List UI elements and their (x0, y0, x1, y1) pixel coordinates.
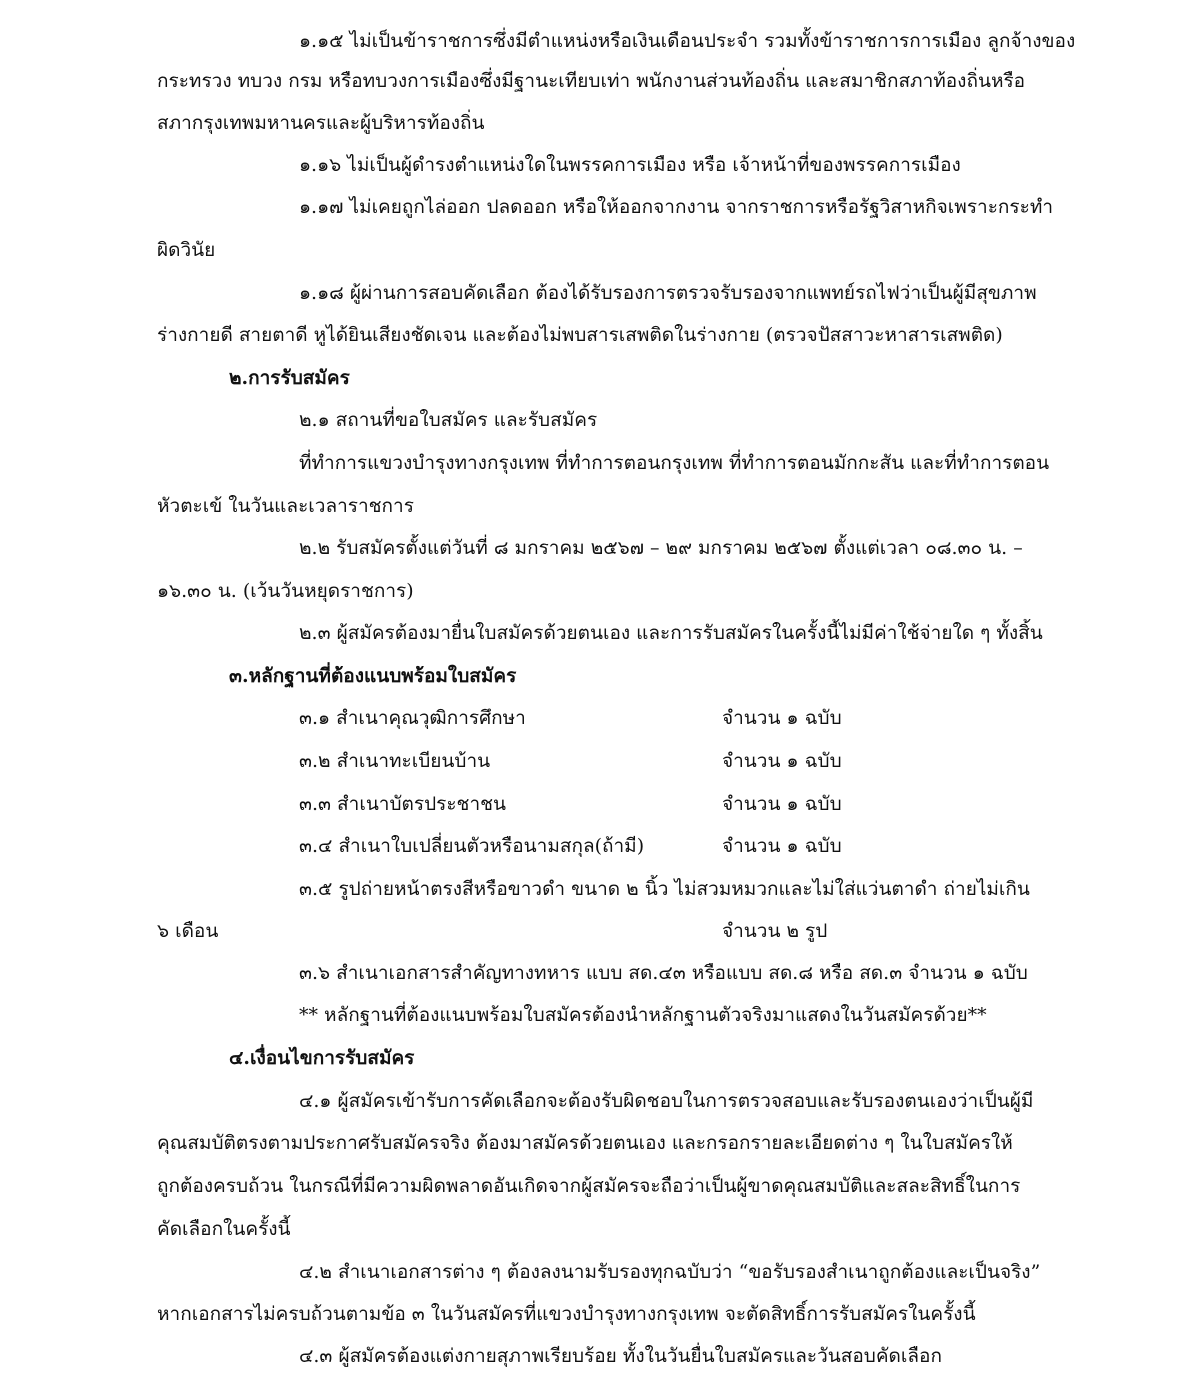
clause-1-18-line-1: ๑.๑๘ ผู้ผ่านการสอบคัดเลือก ต้องได้รับรองการตรวจรับรองจากแพทย์รถไฟว่าเป็นผู้มีสุขภาพ (299, 282, 1037, 304)
clause-1-15-line-1: ๑.๑๕ ไม่เป็นข้าราชการซึ่งมีตำแหน่งหรือเงินเดือนประจำ รวมทั้งข้าราชการการเมือง ลูกจ้างของ (299, 30, 1076, 52)
document-item: ๓.๒ สำเนาทะเบียนบ้าน (299, 750, 491, 772)
document-item: ๓.๑ สำเนาคุณวุฒิการศึกษา (299, 707, 526, 729)
section-2-heading: ๒.การรับสมัคร (229, 367, 350, 389)
clause-3-5-line-2: ๖ เดือน (157, 920, 219, 942)
clause-2-2-line-1: ๒.๒ รับสมัครตั้งแต่วันที่ ๘ มกราคม ๒๕๖๗ – ๒๙ มกราคม ๒๕๖๗ ตั้งแต่เวลา ๐๘.๓๐ น. – (299, 537, 1023, 559)
section-4-heading: ๔.เงื่อนไขการรับสมัคร (229, 1047, 415, 1069)
clause-1-16: ๑.๑๖ ไม่เป็นผู้ดำรงตำแหน่งใดในพรรคการเมือง หรือ เจ้าหน้าที่ของพรรคการเมือง (299, 154, 961, 176)
document-item: ๓.๔ สำเนาใบเปลี่ยนตัวหรือนามสกุล(ถ้ามี) (299, 835, 645, 857)
clause-3-5-amount: จำนวน ๒ รูป (722, 920, 828, 942)
clause-1-17-line-2: ผิดวินัย (157, 239, 216, 261)
document-item-amount: จำนวน ๑ ฉบับ (722, 707, 842, 729)
clause-3-6: ๓.๖ สำเนาเอกสารสำคัญทางทหาร แบบ สด.๔๓ หรือแบบ สด.๘ หรือ สด.๓ จำนวน ๑ ฉบับ (299, 962, 1028, 984)
section-3-heading: ๓.หลักฐานที่ต้องแนบพร้อมใบสมัคร (229, 665, 517, 687)
document-item-amount: จำนวน ๑ ฉบับ (722, 835, 842, 857)
clause-2-2-line-2: ๑๖.๓๐ น. (เว้นวันหยุดราชการ) (157, 580, 414, 602)
document-item-amount: จำนวน ๑ ฉบับ (722, 793, 842, 815)
clause-2-1-detail-line-2: หัวตะเข้ ในวันและเวลาราชการ (157, 495, 414, 517)
documents-note: ** หลักฐานที่ต้องแนบพร้อมใบสมัครต้องนำหลักฐานตัวจริงมาแสดงในวันสมัครด้วย** (299, 1004, 987, 1026)
clause-2-1: ๒.๑ สถานที่ขอใบสมัคร และรับสมัคร (299, 409, 598, 431)
clause-4-1-line-1: ๔.๑ ผู้สมัครเข้ารับการคัดเลือกจะต้องรับผิดชอบในการตรวจสอบและรับรองตนเองว่าเป็นผู้มี (299, 1090, 1034, 1112)
clause-4-2-line-1: ๔.๒ สำเนาเอกสารต่าง ๆ ต้องลงนามรับรองทุกฉบับว่า “ขอรับรองสำเนาถูกต้องและเป็นจริง” (299, 1261, 1041, 1283)
clause-4-1-line-4: คัดเลือกในครั้งนี้ (157, 1218, 291, 1240)
clause-2-1-detail-line-1: ที่ทำการแขวงบำรุงทางกรุงเทพ ที่ทำการตอนกรุงเทพ ที่ทำการตอนมักกะสัน และที่ทำการตอน (299, 452, 1050, 474)
clause-1-18-line-2: ร่างกายดี สายตาดี หูได้ยินเสียงชัดเจน และต้องไม่พบสารเสพติดในร่างกาย (ตรวจปัสสาวะหาสารเสพติด) (157, 324, 1003, 346)
clause-2-3: ๒.๓ ผู้สมัครต้องมายื่นใบสมัครด้วยตนเอง และการรับสมัครในครั้งนี้ไม่มีค่าใช้จ่ายใด ๆ ทั้งสิ้น (299, 622, 1043, 644)
document-item-amount: จำนวน ๑ ฉบับ (722, 750, 842, 772)
clause-3-5-line-1: ๓.๕ รูปถ่ายหน้าตรงสีหรือขาวดำ ขนาด ๒ นิ้ว ไม่สวมหมวกและไม่ใส่แว่นตาดำ ถ่ายไม่เกิน (299, 878, 1030, 900)
clause-1-15-line-2: กระทรวง ทบวง กรม หรือทบวงการเมืองซึ่งมีฐานะเทียบเท่า พนักงานส่วนท้องถิ่น และสมาชิกสภาท้องถิ่นหรือ (157, 70, 1026, 92)
clause-4-3: ๔.๓ ผู้สมัครต้องแต่งกายสุภาพเรียบร้อย ทั้งในวันยื่นใบสมัครและวันสอบคัดเลือก (299, 1345, 942, 1367)
clause-4-1-line-2: คุณสมบัติตรงตามประกาศรับสมัครจริง ต้องมาสมัครด้วยตนเอง และกรอกรายละเอียดต่าง ๆ ในใบสมัครให้ (157, 1132, 1013, 1154)
document-item: ๓.๓ สำเนาบัตรประชาชน (299, 793, 506, 815)
clause-1-17-line-1: ๑.๑๗ ไม่เคยถูกไล่ออก ปลดออก หรือให้ออกจากงาน จากราชการหรือรัฐวิสาหกิจเพราะกระทำ (299, 196, 1054, 218)
clause-1-15-line-3: สภากรุงเทพมหานครและผู้บริหารท้องถิ่น (157, 112, 485, 134)
clause-4-2-line-2: หากเอกสารไม่ครบถ้วนตามข้อ ๓ ในวันสมัครที่แขวงบำรุงทางกรุงเทพ จะตัดสิทธิ์การรับสมัครในครั้งนี้ (157, 1303, 976, 1325)
clause-4-1-line-3: ถูกต้องครบถ้วน ในกรณีที่มีความผิดพลาดอันเกิดจากผู้สมัครจะถือว่าเป็นผู้ขาดคุณสมบัติและสละสิทธิ์ในการ (157, 1175, 1021, 1197)
